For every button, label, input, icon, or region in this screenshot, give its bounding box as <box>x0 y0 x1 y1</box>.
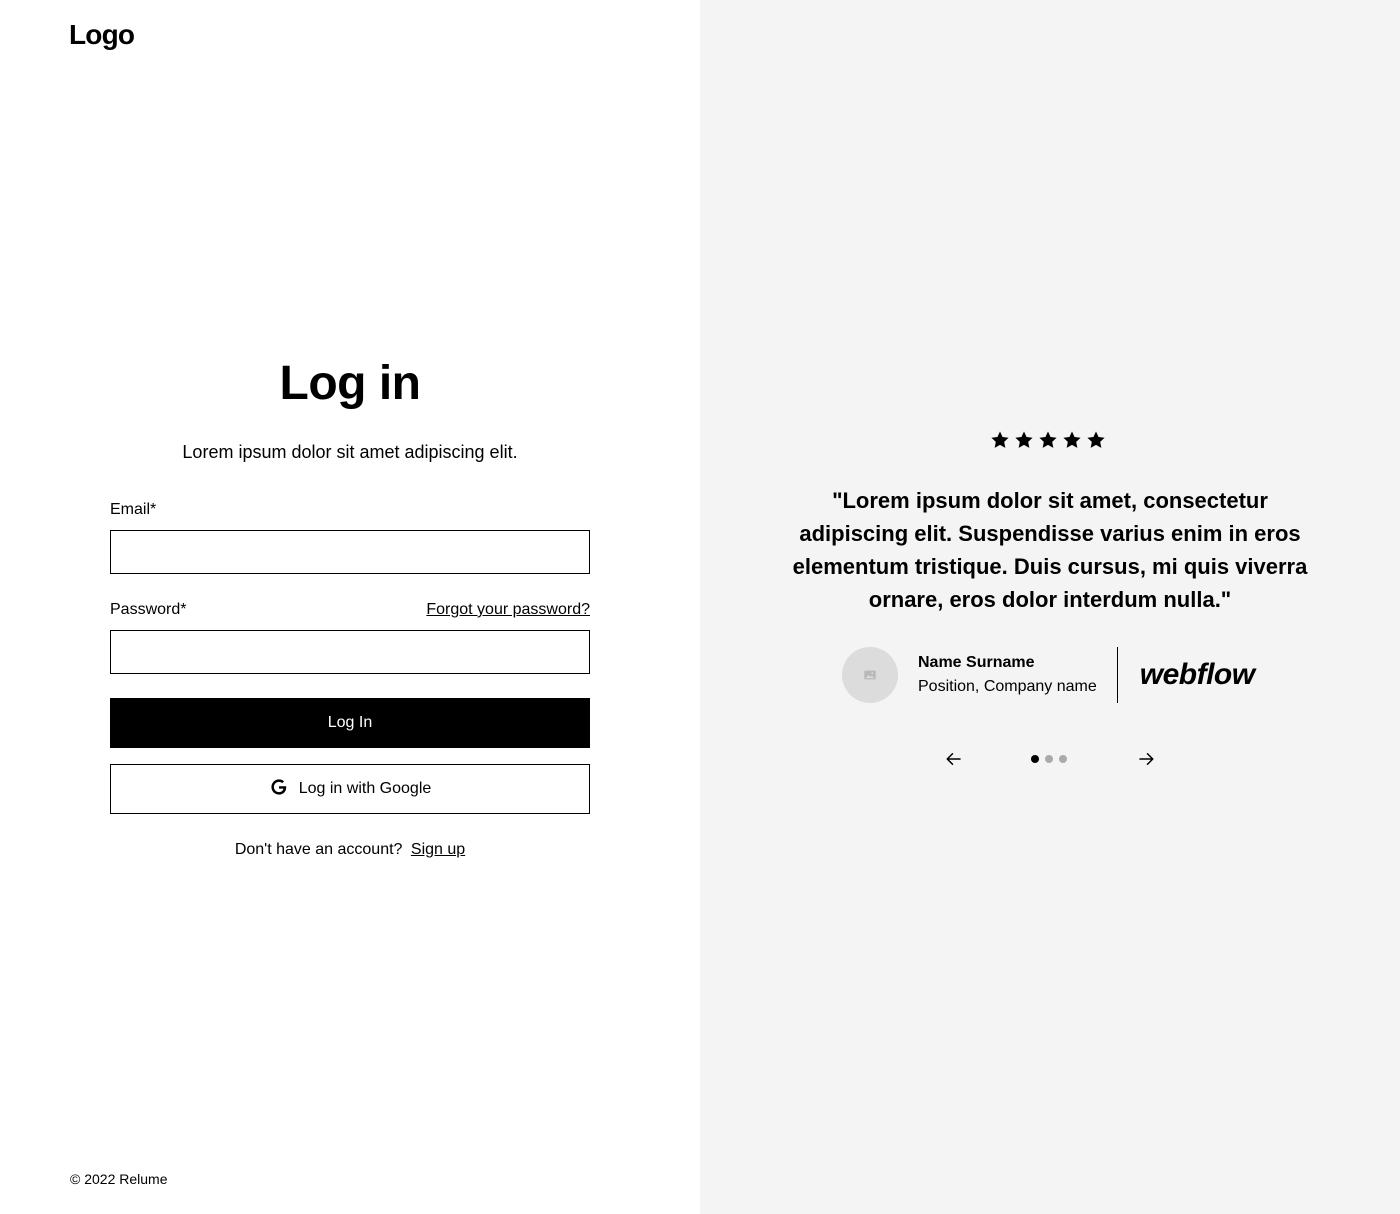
signup-link[interactable]: Sign up <box>410 841 466 858</box>
star-icon <box>1014 430 1034 450</box>
page-title: Log in <box>279 357 421 410</box>
testimonial-author <box>842 647 1255 703</box>
google-icon <box>269 777 289 802</box>
slide-dot[interactable] <box>1045 755 1053 763</box>
avatar <box>842 647 898 703</box>
star-rating <box>990 430 1106 450</box>
star-icon <box>990 430 1010 450</box>
email-label: Email* <box>110 501 157 518</box>
page-subtitle: Lorem ipsum dolor sit amet adipiscing elit. <box>182 442 518 462</box>
author-divider <box>1117 647 1118 703</box>
logo[interactable]: Logo <box>69 19 135 50</box>
email-field[interactable] <box>110 530 590 574</box>
google-login-button[interactable] <box>110 764 590 814</box>
password-label-row <box>110 598 590 622</box>
slide-dots <box>1031 755 1067 763</box>
email-label-row <box>110 498 590 522</box>
author-position: Position, Company name <box>918 678 1097 695</box>
login-form <box>110 352 590 862</box>
carousel-nav <box>938 746 1162 772</box>
forgot-password-link[interactable]: Forgot your password? <box>426 601 590 618</box>
password-field[interactable] <box>110 630 590 674</box>
author-name: Name Surname <box>918 654 1035 671</box>
star-icon <box>1086 430 1106 450</box>
copyright: © 2022 Relume <box>70 1171 168 1187</box>
prev-slide-button[interactable] <box>941 746 967 772</box>
login-button[interactable]: Log In <box>110 698 590 748</box>
image-placeholder-icon <box>863 668 877 682</box>
password-label: Password* <box>110 601 187 618</box>
slide-dot[interactable] <box>1031 755 1039 763</box>
company-logo: webflow <box>1139 658 1255 691</box>
signup-row <box>110 838 590 862</box>
star-icon <box>1038 430 1058 450</box>
next-slide-button[interactable] <box>1133 746 1159 772</box>
star-icon <box>1062 430 1082 450</box>
author-details <box>918 651 1097 699</box>
arrow-right-icon <box>1137 750 1155 768</box>
testimonial-quote: "Lorem ipsum dolor sit amet, consectetur adipiscing elit. Suspendisse varius enim in eros elementum tristique. Duis cursus, mi quis viverra ornare, eros dolor interdum nulla." <box>792 488 1308 612</box>
arrow-left-icon <box>945 750 963 768</box>
google-login-label: Log in with Google <box>298 780 432 797</box>
slide-dot[interactable] <box>1059 755 1067 763</box>
signup-prompt: Don't have an account? <box>234 841 403 858</box>
